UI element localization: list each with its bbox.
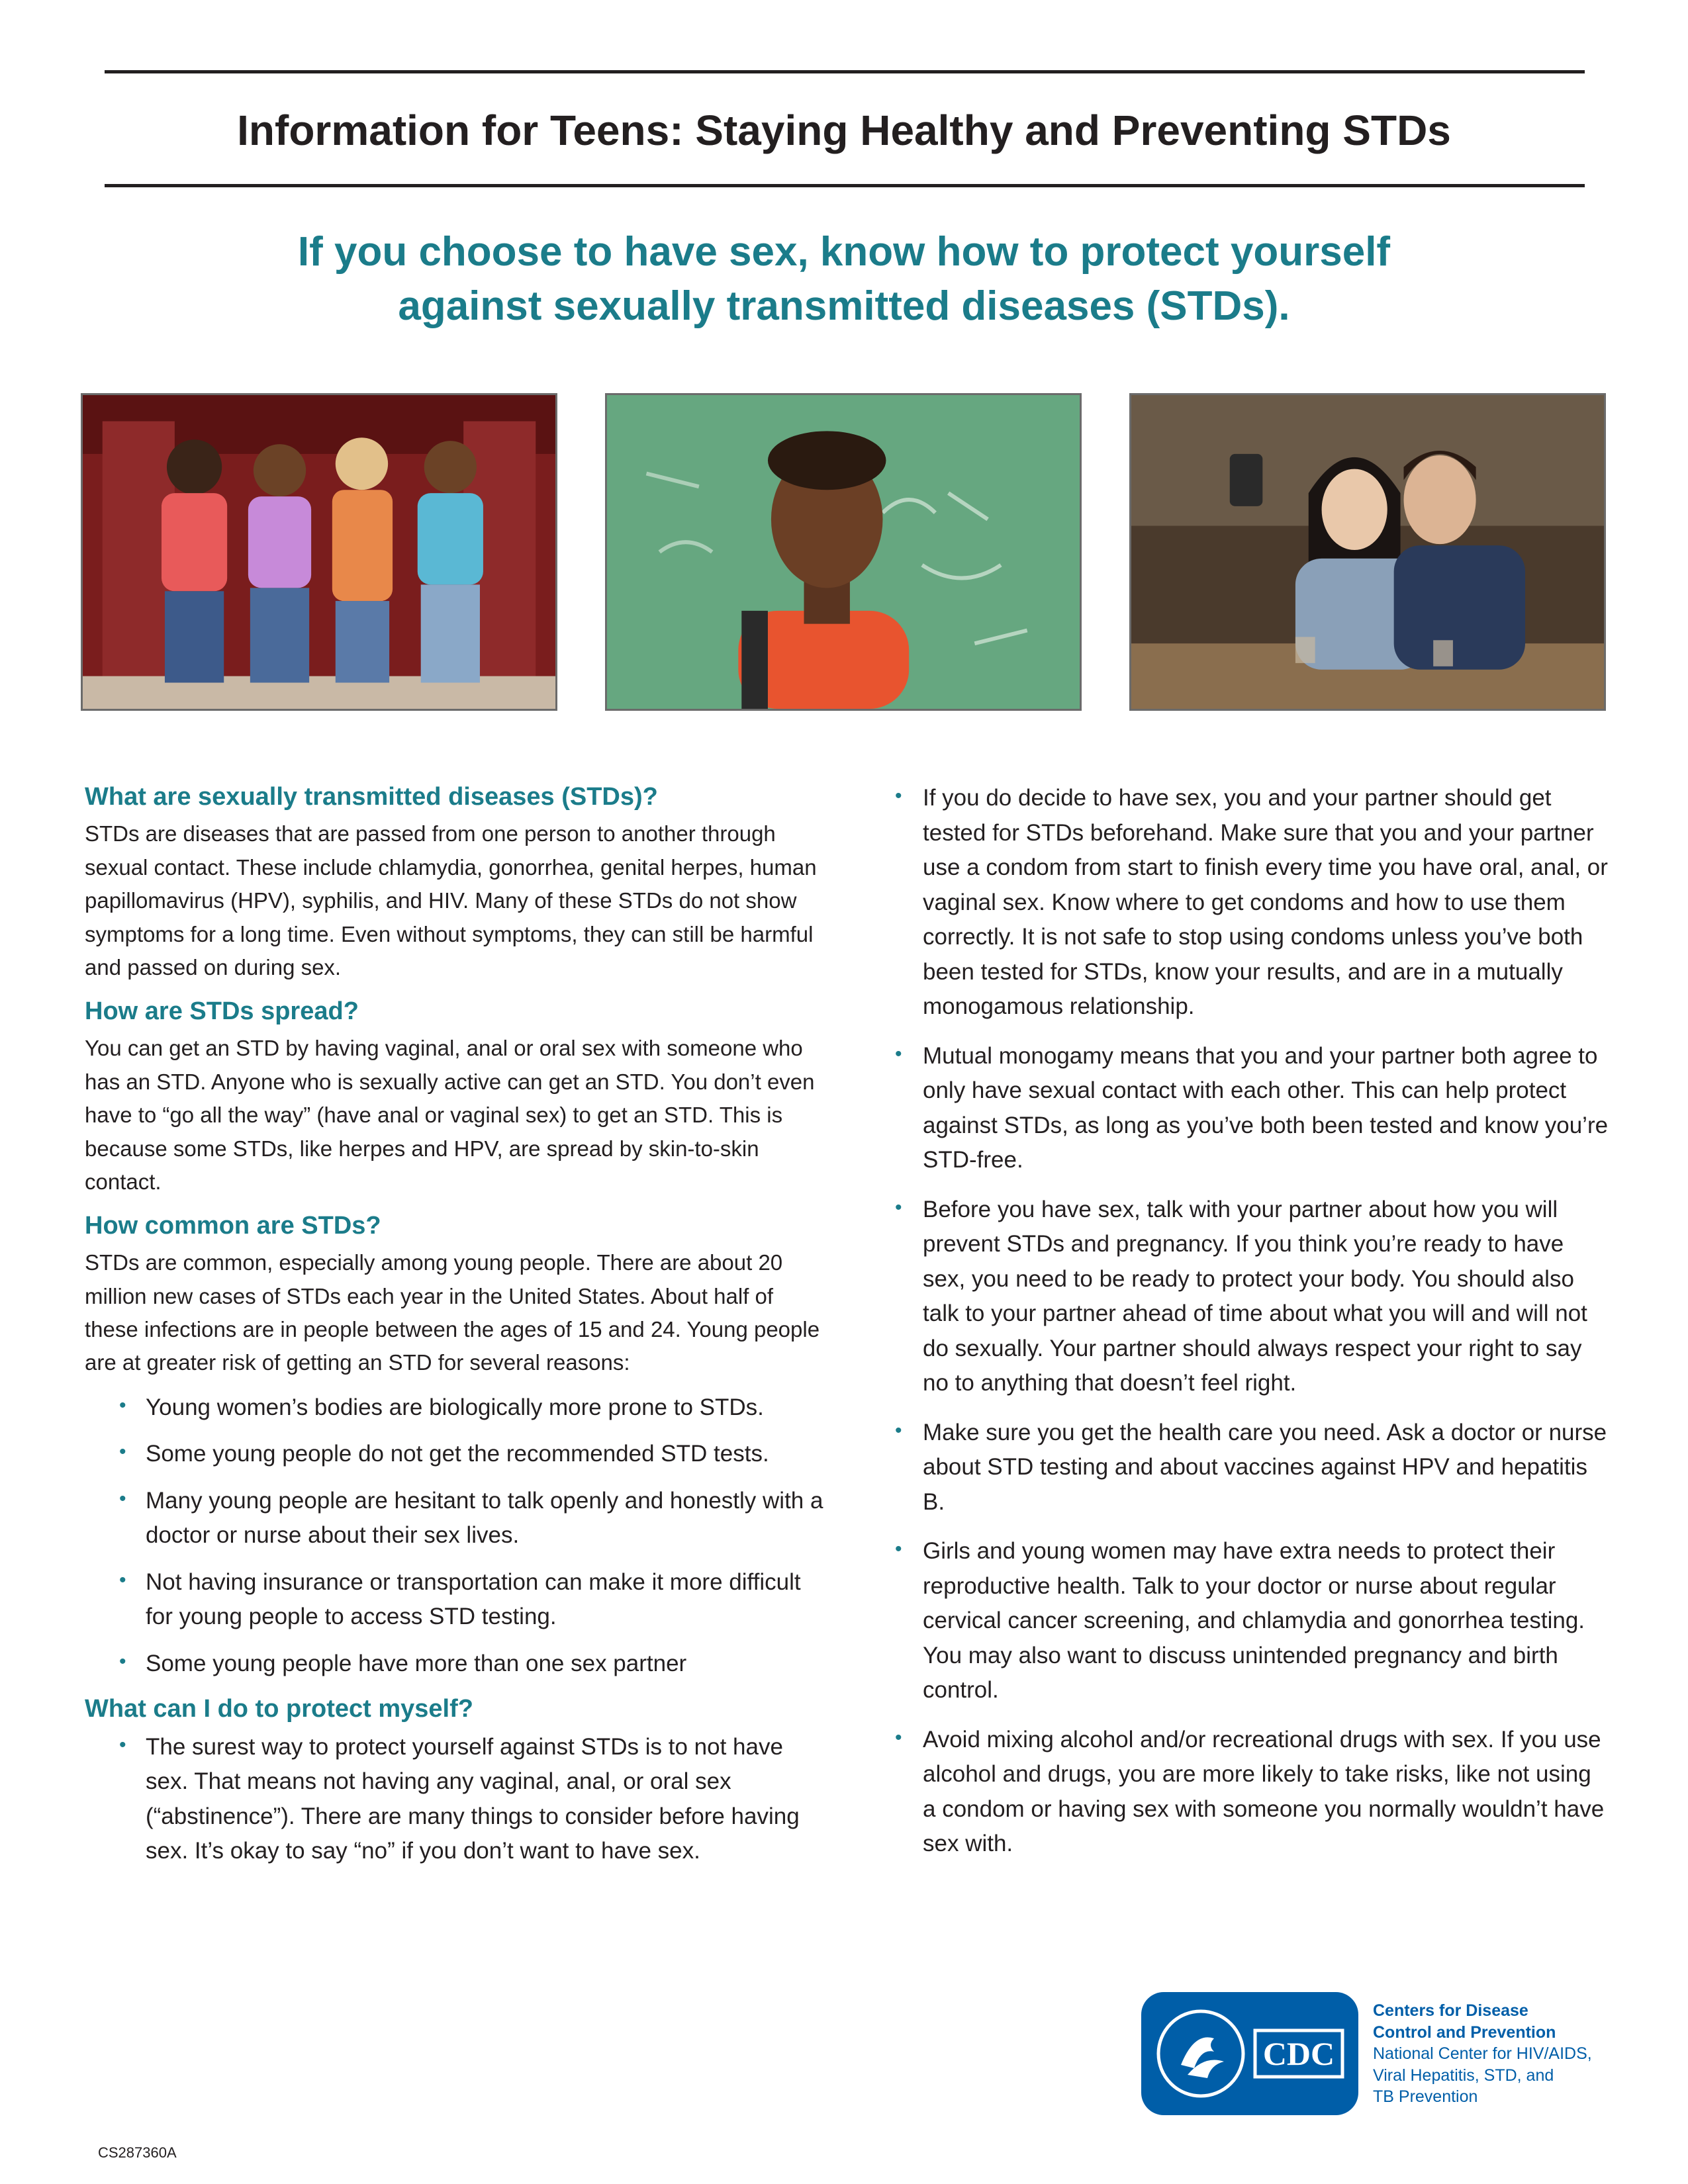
org-line: Centers for Disease	[1373, 2001, 1528, 2020]
cdc-logo	[1141, 1992, 1358, 2115]
photo-teen-boy-chalkboard	[605, 393, 1082, 711]
list-item: • Some young people do not get the recommended STD tests.	[119, 1437, 826, 1472]
cdc-organization-name	[1373, 2000, 1664, 2108]
list-item: • Not having insurance or transportation can make it more difficult for young people to access STD testing.	[119, 1565, 826, 1635]
photo-teen-girls-lockers	[81, 393, 557, 711]
bullet-icon: •	[119, 1569, 126, 1591]
org-line: Viral Hepatitis, STD, and	[1373, 2066, 1554, 2085]
subtitle-line-2: against sexually transmitted diseases (STDs).	[398, 283, 1290, 330]
title-rule	[105, 184, 1585, 187]
section-body: You can get an STD by having vaginal, anal or oral sex with someone who has an STD. Anyone who is sexually active can get an STD. You don’t even have to “go all the way” (have anal or vaginal sex) to get an STD. This is because some STDs, like herpes and HPV, are spread by skin-to-skin contact.	[85, 1036, 815, 1195]
page-subtitle	[225, 225, 1463, 334]
list-item: • Many young people are hesitant to talk openly and honestly with a doctor or nurse about their sex lives.	[119, 1484, 826, 1553]
section-heading: What can I do to protect myself?	[85, 1695, 473, 1723]
list-item: • The surest way to protect yourself against STDs is to not have sex. That means not having any vaginal, anal, or oral sex (“abstinence”). There are many things to consider before having sex. It’s okay to say “no” if you don’t want to have sex.	[119, 1730, 826, 1869]
bullet-icon: •	[119, 1733, 126, 1756]
hhs-eagle-icon	[1141, 1992, 1358, 2115]
section-heading: What are sexually transmitted diseases (STDs)?	[85, 783, 658, 811]
list-item: • Some young people have more than one sex partner	[119, 1647, 826, 1682]
document-code: CS287360A	[98, 2144, 177, 2161]
list-item: • Before you have sex, talk with your partner about how you will prevent STDs and pregnancy. If you think you’re ready to have sex, you need to be ready to protect your body. You should also talk to your partner ahead of time about what you will and will not do sexually. Your partner should always respect your right to say no to anything that doesn’t feel right.	[895, 1193, 1610, 1401]
list-item: • Young women’s bodies are biologically more prone to STDs.	[119, 1390, 826, 1426]
bullet-icon: •	[119, 1650, 126, 1672]
section-body: STDs are common, especially among young people. There are about 20 million new cases of STDs each year in the United States. About half of these infections are in people between the ages of 15 and 24. Young people are at greater risk of getting an STD for several reasons:	[85, 1250, 820, 1375]
list-item: • If you do decide to have sex, you and your partner should get tested for STDs beforehand. Make sure that you and your partner use a condom from start to finish every time you have oral, anal, or vaginal sex. Know where to get condoms and how to use them correctly. It is not safe to stop using condoms unless you’ve both been tested for STDs, know your results, and are in a mutually monogamous relationship.	[895, 781, 1610, 1024]
bullet-icon: •	[895, 785, 902, 807]
bullet-icon: •	[119, 1394, 126, 1416]
photo-couple-selfie	[1129, 393, 1606, 711]
bullet-icon: •	[895, 1042, 902, 1065]
bullet-icon: •	[895, 1726, 902, 1749]
page-title: Information for Teens: Staying Healthy and Preventing STDs	[237, 107, 1451, 154]
top-rule	[105, 70, 1585, 73]
bullet-icon: •	[895, 1196, 902, 1218]
list-item: • Avoid mixing alcohol and/or recreational drugs with sex. If you use alcohol and drugs, you are more likely to take risks, like not using a condom or having sex with someone you normally wouldn’t have sex with.	[895, 1723, 1610, 1862]
org-line: National Center for HIV/AIDS,	[1373, 2044, 1592, 2063]
bullet-icon: •	[895, 1419, 902, 1441]
bullet-icon: •	[119, 1487, 126, 1510]
left-column	[85, 781, 826, 1881]
right-column	[895, 781, 1610, 1876]
bullet-icon: •	[119, 1441, 126, 1463]
bullet-icon: •	[895, 1538, 902, 1560]
org-line: Control and Prevention	[1373, 2023, 1556, 2042]
section-heading: How are STDs spread?	[85, 997, 359, 1025]
list-item: • Make sure you get the health care you need. Ask a doctor or nurse about STD testing and about vaccines against HPV and hepatitis B.	[895, 1416, 1610, 1520]
cdc-logo-text: CDC	[1262, 2035, 1335, 2072]
list-item: • Girls and young women may have extra needs to protect their reproductive health. Talk to your doctor or nurse about regular cervical cancer screening, and chlamydia and gonorrhea testing. You may also want to discuss unintended pregnancy and birth control.	[895, 1534, 1610, 1708]
section-heading: How common are STDs?	[85, 1211, 381, 1240]
protection-tips-list	[895, 781, 1610, 1862]
risk-reasons-list	[85, 1390, 826, 1682]
section-body: STDs are diseases that are passed from one person to another through sexual contact. These include chlamydia, gonorrhea, genital herpes, human papillomavirus (HPV), syphilis, and HIV. Many of these STDs do not show symptoms for a long time. Even without symptoms, they can still be harmful and passed on during sex.	[85, 821, 817, 980]
subtitle-line-1: If you choose to have sex, know how to protect yourself	[297, 229, 1391, 275]
list-item: • Mutual monogamy means that you and your partner both agree to only have sexual contact with each other. This can help protect against STDs, as long as you’ve both been tested and know you’re STD-free.	[895, 1039, 1610, 1178]
protection-list	[85, 1730, 826, 1869]
org-line: TB Prevention	[1373, 2087, 1478, 2106]
